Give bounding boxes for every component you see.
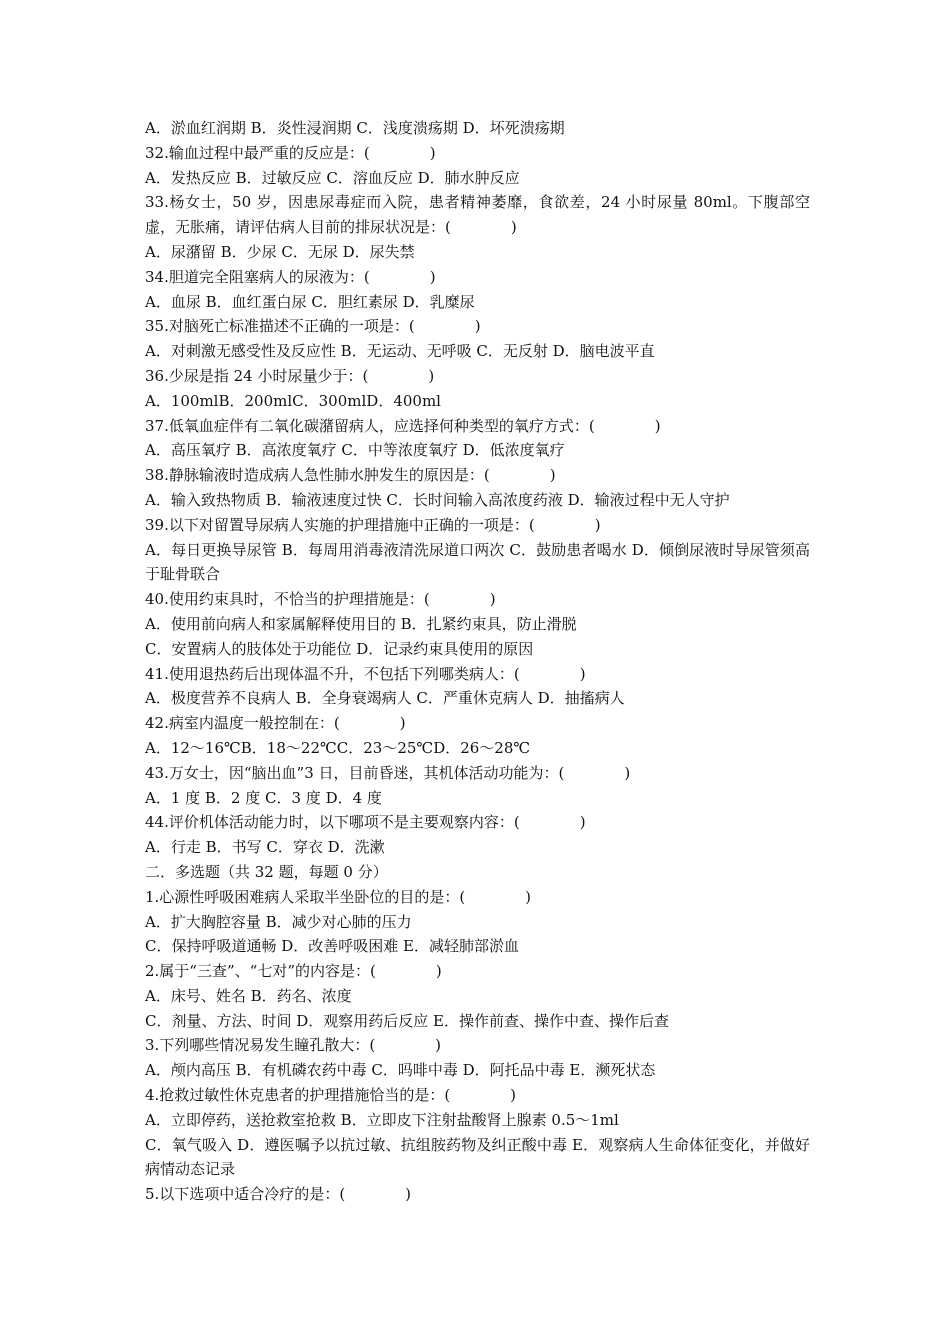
question-line: 5.以下选项中适合冷疗的是：( )	[145, 1185, 412, 1204]
option-line: A．行走 B．书写 C．穿衣 D．洗漱	[145, 838, 385, 857]
option-line: A．100mlB．200mlC．300mlD．400ml	[145, 391, 441, 410]
option-line: A．1 度 B．2 度 C．3 度 D．4 度	[145, 788, 382, 807]
option-line: A．高压氧疗 B．高浓度氧疗 C．中等浓度氧疗 D．低浓度氧疗	[145, 441, 565, 460]
option-line: C．保持呼吸道通畅 D．改善呼吸困难 E．减轻肺部淤血	[145, 937, 519, 956]
option-line: A．尿潴留 B．少尿 C．无尿 D．尿失禁	[145, 242, 415, 261]
option-line: A．颅内高压 B．有机磷农药中毒 C．吗啡中毒 D．阿托品中毒 E．濒死状态	[145, 1061, 656, 1080]
question-line: 43.万女士，因“脑出血”3 日，目前昏迷，其机体活动功能为：( )	[145, 763, 631, 782]
question-line: 38.静脉输液时造成病人急性肺水肿发生的原因是：( )	[145, 466, 556, 485]
option-line: A．每日更换导尿管 B．每周用消毒液清洗尿道口两次 C．鼓励患者喝水 D．倾倒尿液时导尿管须高于耻骨联合	[145, 540, 810, 584]
option-line: A．淤血红润期 B．炎性浸润期 C．浅度溃疡期 D．坏死溃疡期	[145, 119, 565, 137]
option-line: A．发热反应 B．过敏反应 C．溶血反应 D．肺水肿反应	[145, 168, 520, 187]
option-line: A．床号、姓名 B．药名、浓度	[145, 986, 352, 1005]
question-line: 40.使用约束具时，不恰当的护理措施是：( )	[145, 590, 496, 609]
question-line: 34.胆道完全阻塞病人的尿液为：( )	[145, 267, 436, 286]
option-line: A．使用前向病人和家属解释使用目的 B．扎紧约束具，防止滑脱	[145, 614, 577, 633]
option-line: A．血尿 B．血红蛋白尿 C．胆红素尿 D．乳糜尿	[145, 292, 475, 311]
option-line: A．12～16℃B．18～22℃C．23～25℃D．26～28℃	[145, 738, 531, 757]
option-line: C．安置病人的肢体处于功能位 D．记录约束具使用的原因	[145, 639, 534, 658]
section-heading: 二．多选题（共 32 题，每题 0 分）	[145, 862, 388, 881]
question-line: 35.对脑死亡标准描述不正确的一项是：( )	[145, 317, 481, 336]
option-line: A．对刺激无感受性及反应性 B．无运动、无呼吸 C．无反射 D．脑电波平直	[145, 342, 655, 361]
option-line: A．极度营养不良病人 B．全身衰竭病人 C．严重休克病人 D．抽搐病人	[145, 689, 625, 708]
option-line: C．氧气吸入 D．遵医嘱予以抗过敏、抗组胺药物及纠正酸中毒 E．观察病人生命体征变化，并做好病情动态记录	[145, 1135, 810, 1179]
question-line: 36.少尿是指 24 小时尿量少于：( )	[145, 366, 435, 385]
question-line: 1.心源性呼吸困难病人采取半坐卧位的目的是：( )	[145, 887, 532, 906]
question-line: 32.输血过程中最严重的反应是：( )	[145, 143, 436, 162]
question-line: 37.低氧血症伴有二氧化碳潴留病人，应选择何种类型的氧疗方式：( )	[145, 416, 661, 435]
question-line: 4.抢救过敏性休克患者的护理措施恰当的是：( )	[145, 1086, 517, 1105]
option-line: C．剂量、方法、时间 D．观察用药后反应 E．操作前查、操作中查、操作后查	[145, 1011, 669, 1030]
question-line: 42.病室内温度一般控制在：( )	[145, 714, 406, 733]
question-line: 39.以下对留置导尿病人实施的护理措施中正确的一项是：( )	[145, 515, 601, 534]
question-line: 2.属于“三查”、“七对”的内容是：( )	[145, 962, 442, 981]
question-list	[145, 116, 810, 1207]
question-line: 41.使用退热药后出现体温不升，不包括下列哪类病人：( )	[145, 664, 586, 683]
option-line: A．扩大胸腔容量 B．减少对心肺的压力	[145, 912, 412, 931]
option-line: A．输入致热物质 B．输液速度过快 C．长时间输入高浓度药液 D．输液过程中无人守护	[145, 490, 730, 509]
question-line: 33.杨女士，50 岁，因患尿毒症而入院，患者精神萎靡，食欲差，24 小时尿量 80ml。下腹部空虚，无胀痛，请评估病人目前的排尿状况是：( )	[145, 193, 810, 237]
question-line: 3.下列哪些情况易发生瞳孔散大：( )	[145, 1036, 442, 1055]
question-line: 44.评价机体活动能力时，以下哪项不是主要观察内容：( )	[145, 813, 586, 832]
option-line: A．立即停药，送抢救室抢救 B．立即皮下注射盐酸肾上腺素 0.5～1ml	[145, 1110, 619, 1129]
